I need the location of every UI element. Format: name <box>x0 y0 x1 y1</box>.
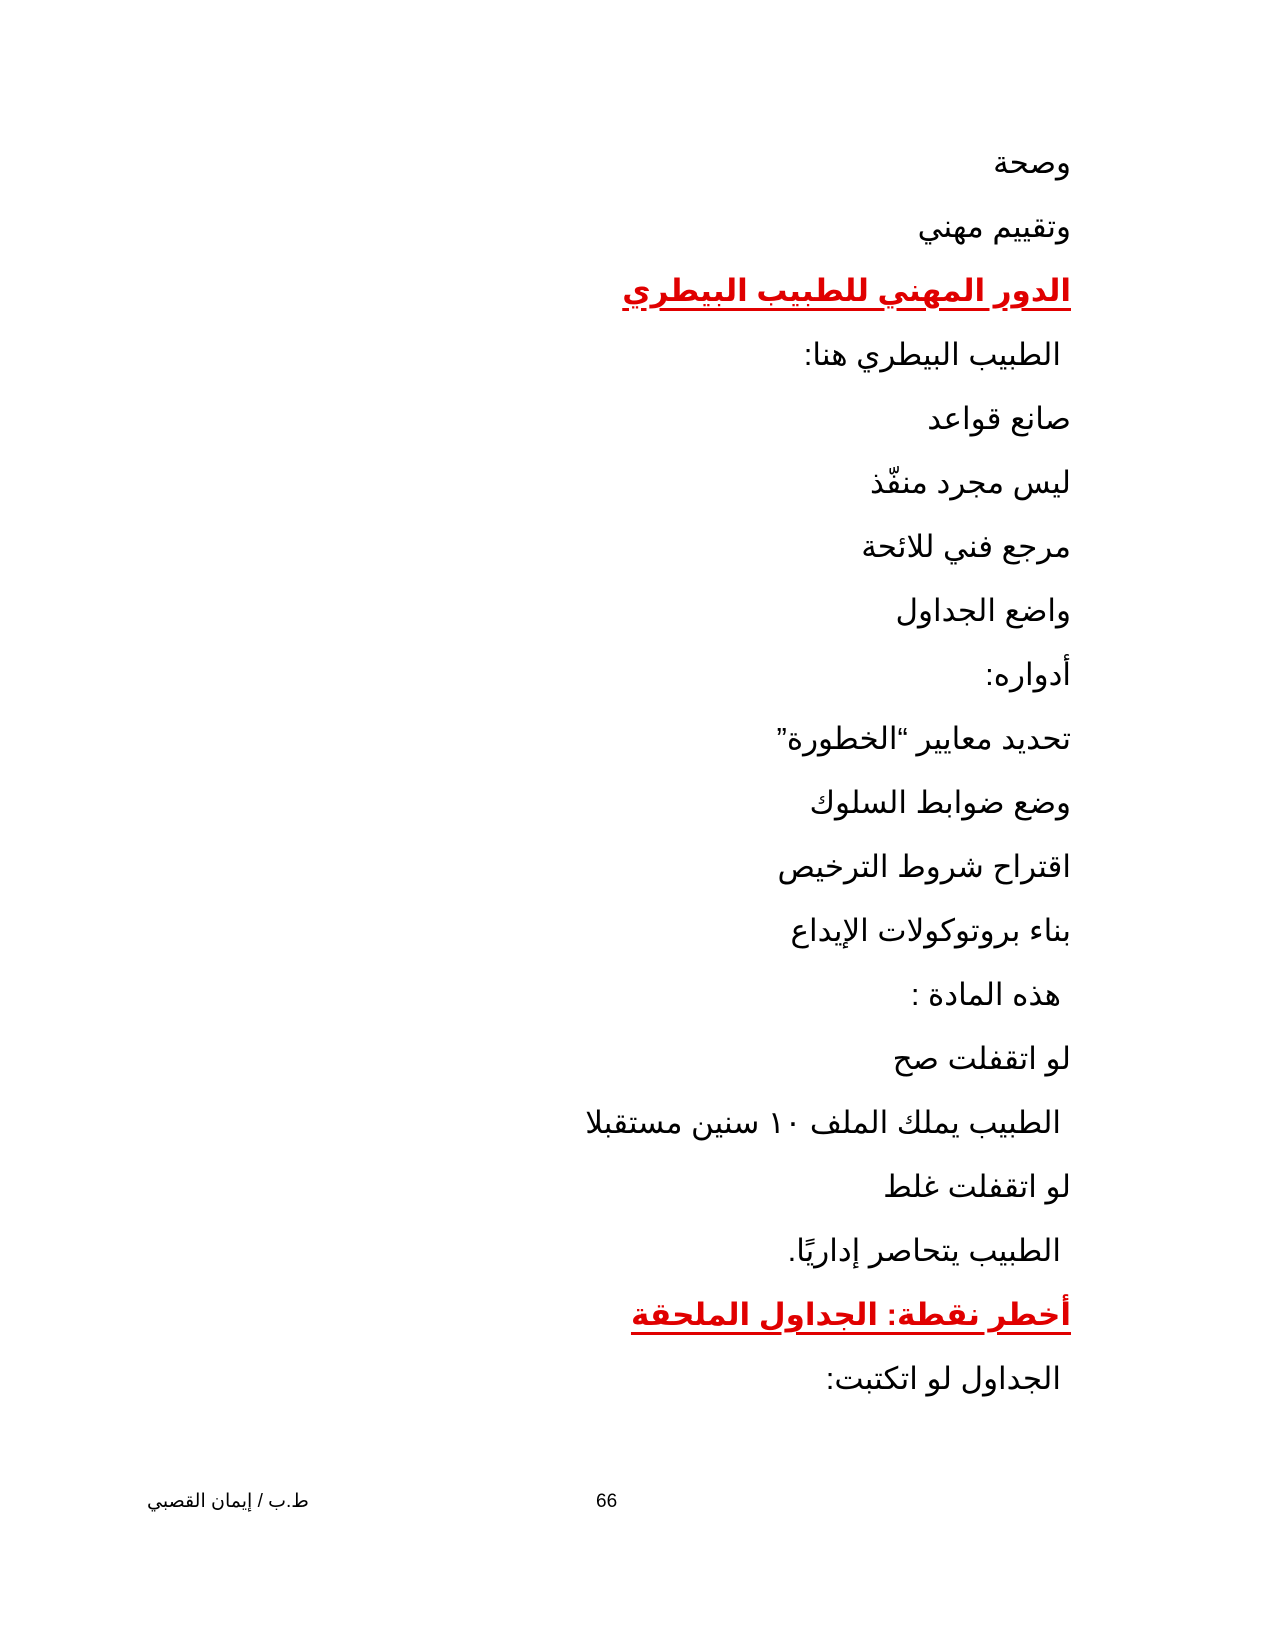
text-line: الجداول لو اتكتبت: <box>825 1361 1061 1396</box>
text-line: صانع قواعد <box>927 401 1071 436</box>
text-line: وصحة <box>993 145 1071 180</box>
text-line: وضع ضوابط السلوك <box>809 785 1071 820</box>
section-heading: الدور المهني للطبيب البيطري <box>622 273 1071 308</box>
text-line: الطبيب يتحاصر إداريًا. <box>787 1233 1061 1268</box>
text-line: لو اتقفلت صح <box>892 1041 1071 1076</box>
text-line: لو اتقفلت غلط <box>883 1169 1071 1204</box>
text-line: هذه المادة : <box>910 977 1061 1012</box>
section-heading: أخطر نقطة: الجداول الملحقة <box>630 1297 1071 1332</box>
text-line: بناء بروتوكولات الإيداع <box>790 913 1071 948</box>
text-line: أدواره: <box>985 657 1071 692</box>
text-line: مرجع فني للائحة <box>861 529 1071 564</box>
page-number: 66 <box>596 1491 618 1512</box>
text-line: تحديد معايير “الخطورة” <box>776 721 1071 756</box>
text-line: اقتراح شروط الترخيص <box>777 849 1071 884</box>
text-line: الطبيب البيطري هنا: <box>803 337 1061 372</box>
text-line: الطبيب يملك الملف ١٠ سنين مستقبلا <box>585 1105 1061 1140</box>
footer-author: ط.ب / إيمان القصبي <box>147 1491 309 1512</box>
text-line: واضع الجداول <box>895 593 1071 628</box>
text-line: وتقييم مهني <box>917 209 1071 244</box>
text-line: ليس مجرد منفّذ <box>870 465 1071 500</box>
